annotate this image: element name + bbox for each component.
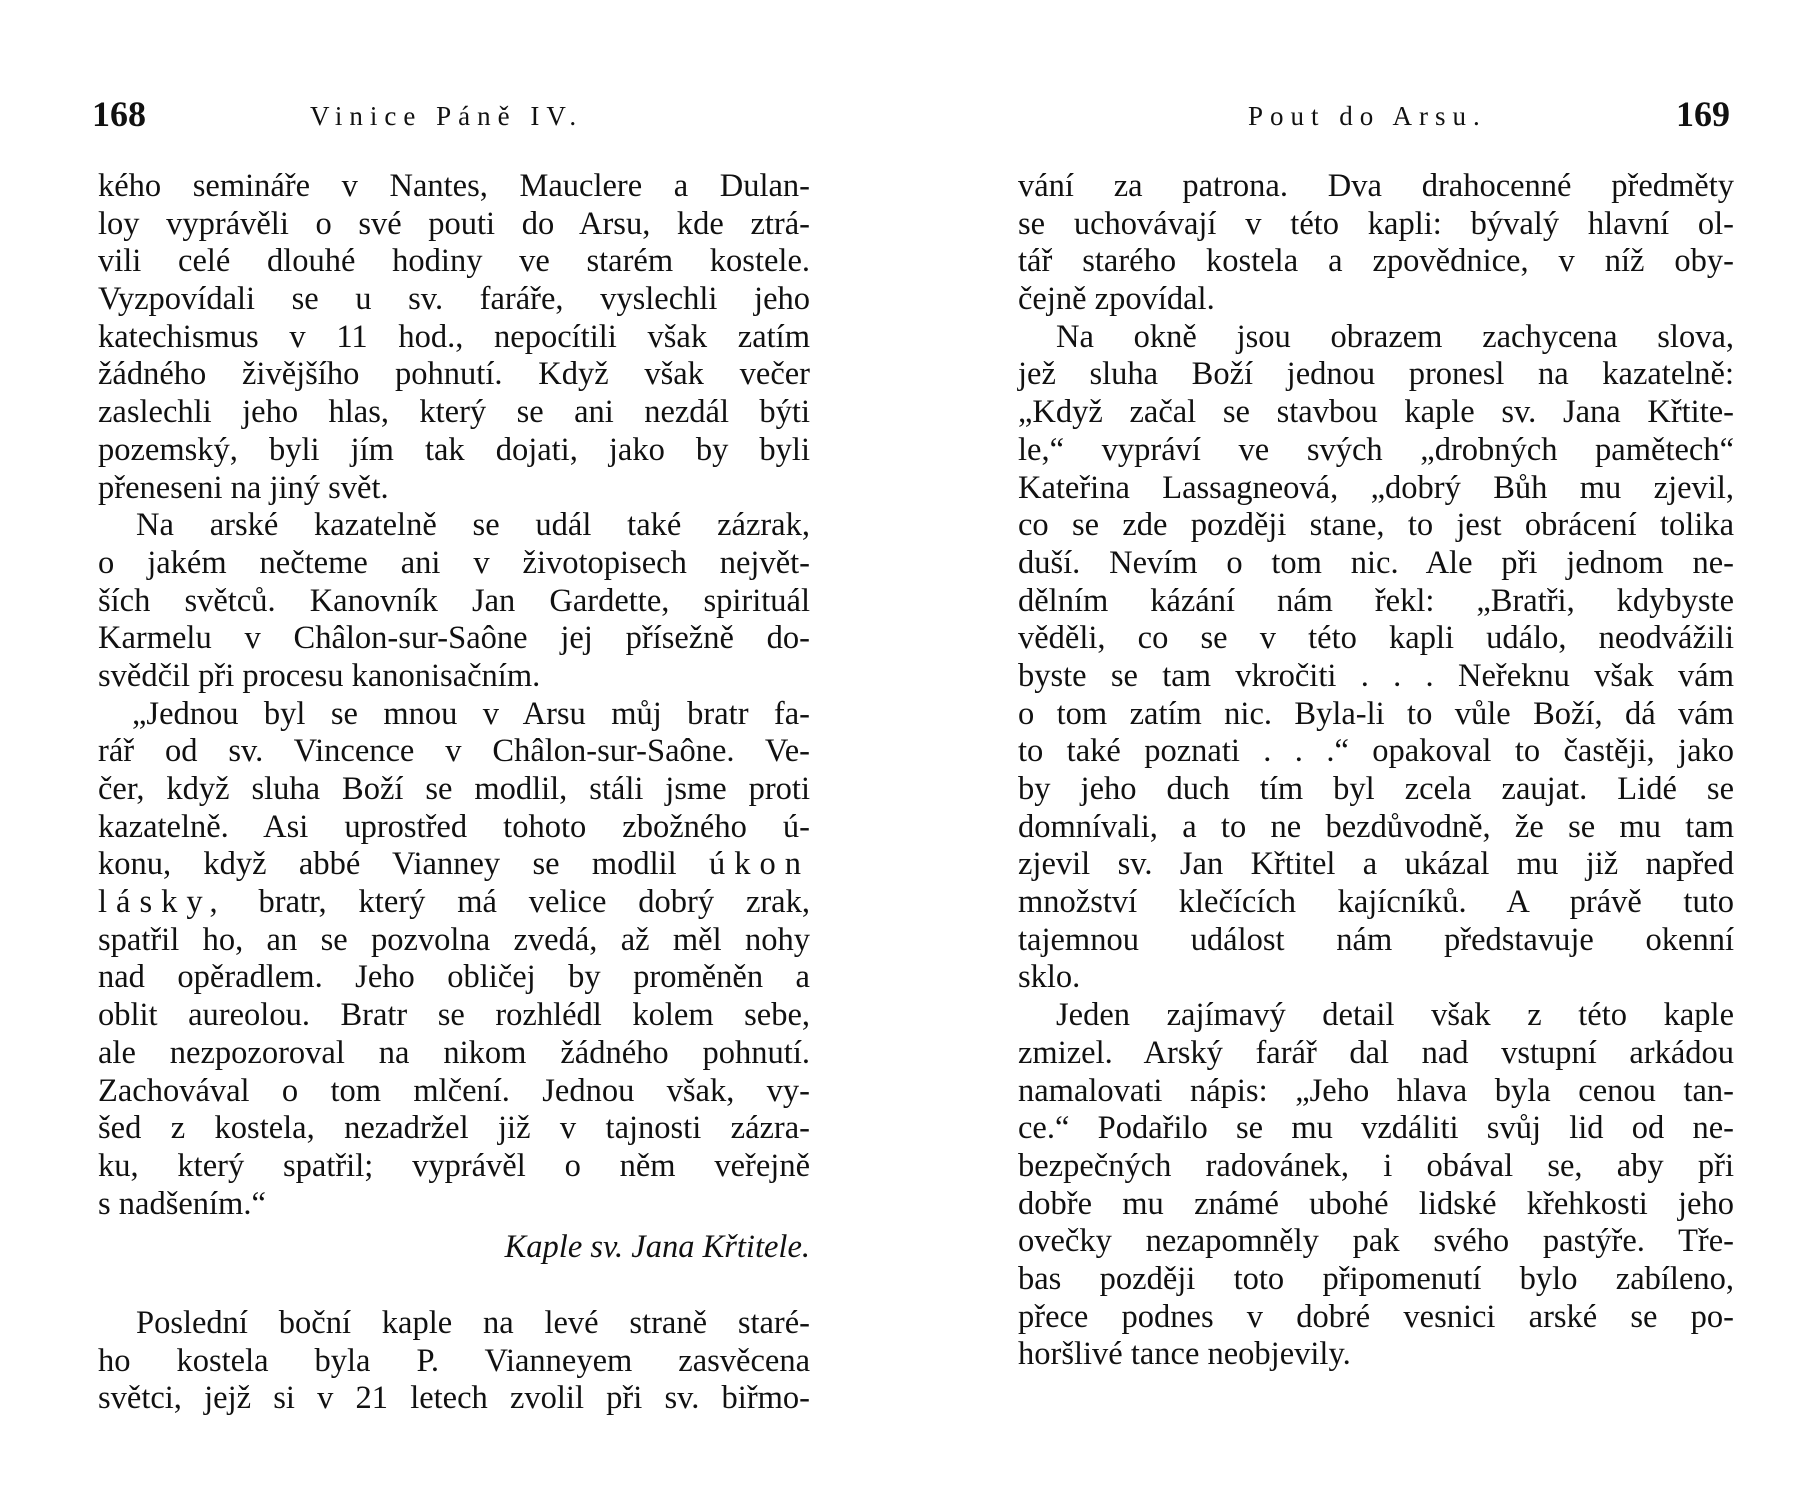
text-line: by jeho duch tím byl zcela zaujat. Lidé se (1018, 771, 1734, 807)
right-page (908, 0, 1816, 1500)
text-line: to také poznati . . .“ opakoval to častěji, jako (1018, 733, 1734, 770)
text-line: sklo. (1018, 959, 1081, 996)
text-line: žádného živějšího pohnutí. Když však večer (98, 356, 810, 393)
left-page-number: 168 (92, 94, 146, 134)
text-line: Na okně jsou obrazem zachycena slova, (1056, 318, 1734, 355)
right-page-body (1018, 168, 1734, 1374)
text-line: čejně zpovídal. (1018, 281, 1215, 318)
text-line: kazatelně. Asi uprostřed tohoto zbožného ú- (98, 808, 810, 845)
left-page-body (98, 168, 810, 1418)
text-line: dobře mu známé ubohé lidské křehkosti jeho (1018, 1185, 1734, 1222)
spaced-word: úkon (709, 846, 811, 883)
text-line: o jakém nečteme ani v životopisech největ- (98, 544, 810, 581)
text-line (98, 846, 810, 884)
text-line: zjevil sv. Jan Křtitel a ukázal mu již napřed (1018, 846, 1734, 883)
text-line: rář od sv. Vincence v Châlon-sur-Saône. Ve- (98, 733, 810, 770)
left-page-header (0, 90, 908, 140)
text-line: zaslechli jeho hlas, který se ani nezdál býti (98, 394, 810, 431)
right-page-number: 169 (1676, 94, 1730, 134)
right-running-head: Pout do Arsu. (1248, 101, 1487, 131)
text-line: množství klečících kajícníků. A právě tuto (1018, 884, 1734, 921)
text-line: přeneseni na jiný svět. (98, 469, 389, 506)
text-line: oblit aureolou. Bratr se rozhlédl kolem sebe, (98, 997, 810, 1034)
text-line: ho kostela byla P. Vianneyem zasvěcena (98, 1342, 810, 1379)
text-line: domnívali, a to ne bezdůvodně, že se mu tam (1018, 808, 1734, 845)
text-line: vili celé dlouhé hodiny ve starém kostele. (98, 243, 810, 280)
text-line: spatřil ho, an se pozvolna zvedá, až měl nohy (98, 921, 810, 958)
text-line: „Když začal se stavbou kaple sv. Jana Křtite- (1018, 394, 1734, 431)
text-line: horšlivé tance neobjevily. (1018, 1336, 1351, 1373)
text-line: Poslední boční kaple na levé straně staré- (136, 1304, 810, 1341)
text-line: ale nezpozoroval na nikom žádného pohnutí. (98, 1034, 810, 1071)
text-line: ku, který spatřil; vyprávěl o něm veřejně (98, 1147, 810, 1184)
text-line: ších světců. Kanovník Jan Gardette, spirituál (98, 582, 810, 619)
text-line: vání za patrona. Dva drahocenné předměty (1018, 168, 1734, 204)
text-line: tajemnou událost nám představuje okenní (1018, 921, 1734, 958)
text-fragment: konu, když abbé Vianney se modlil (98, 846, 677, 883)
text-line: ce.“ Podařilo se mu vzdáliti svůj lid od ne- (1018, 1110, 1734, 1147)
text-line: „Jednou byl se mnou v Arsu můj bratr fa- (132, 695, 810, 732)
text-line: bas později toto připomenutí bylo zabíleno, (1018, 1260, 1734, 1297)
text-line: Kateřina Lassagneová, „dobrý Bůh mu zjevil, (1018, 469, 1734, 506)
text-line: byste se tam vkročiti . . . Neřeknu však vám (1018, 657, 1734, 694)
text-line: dělním kázání nám řekl: „Bratři, kdybyste (1018, 582, 1734, 619)
text-line: jež sluha Boží jednou pronesl na kazatelně: (1018, 356, 1734, 393)
text-line: čer, když sluha Boží se modlil, stáli jsme proti (98, 771, 810, 807)
text-line: přece podnes v dobré vesnici arské se po- (1018, 1298, 1734, 1335)
text-line: světci, jejž si v 21 letech zvolil při sv. biřmo- (98, 1380, 810, 1417)
text-fragment: bratr, který má velice dobrý zrak, (258, 884, 810, 921)
text-line: tář starého kostela a zpovědnice, v níž oby- (1018, 243, 1734, 280)
text-line: Vyzpovídali se u sv. faráře, vyslechli jeho (98, 281, 810, 318)
text-line: Na arské kazatelně se udál také zázrak, (136, 507, 810, 544)
text-line: Zachovával o tom mlčení. Jednou však, vy- (98, 1072, 810, 1109)
text-line: co se zde později stane, to jest obrácení tolika (1018, 507, 1734, 544)
text-line (98, 884, 810, 922)
text-line: se uchovávají v této kapli: bývalý hlavní ol- (1018, 205, 1734, 242)
spaced-word: lásky, (98, 884, 227, 921)
text-line: katechismus v 11 hod., nepocítili však zatím (98, 318, 810, 355)
text-line: o tom zatím nic. Byla-li to vůle Boží, dá vám (1018, 695, 1734, 732)
text-line: nad opěradlem. Jeho obličej by proměněn a (98, 959, 810, 996)
text-line: kého semináře v Nantes, Mauclere a Dulan- (98, 168, 810, 204)
left-running-head: Vinice Páně IV. (310, 101, 584, 131)
text-line: Karmelu v Châlon-sur-Saône jej přísežně do- (98, 620, 810, 657)
text-line: ovečky nezapomněly pak svého pastýře. Tře- (1018, 1223, 1734, 1260)
text-line: duší. Nevím o tom nic. Ale při jednom ne- (1018, 544, 1734, 581)
text-line: s nadšením.“ (98, 1185, 266, 1222)
text-line: namalovati nápis: „Jeho hlava byla cenou tan- (1018, 1072, 1734, 1109)
text-line: věděli, co se v této kapli událo, neodvážili (1018, 620, 1734, 657)
text-line: loy vyprávěli o své pouti do Arsu, kde ztrá- (98, 205, 810, 242)
text-line: pozemský, byli jím tak dojati, jako by byli (98, 431, 810, 468)
text-line: le,“ vypráví ve svých „drobných pamětech“ (1018, 431, 1734, 468)
section-caption: Kaple sv. Jana Křtitele. (504, 1229, 810, 1266)
text-line: šed z kostela, nezadržel již v tajnosti zázra- (98, 1110, 810, 1147)
text-line: bezpečných radovánek, i obával se, aby při (1018, 1147, 1734, 1184)
text-line: Jeden zajímavý detail však z této kaple (1056, 997, 1734, 1034)
right-page-header (908, 90, 1816, 140)
text-line: zmizel. Arský farář dal nad vstupní arkádou (1018, 1034, 1734, 1071)
text-line: svědčil při procesu kanonisačním. (98, 657, 541, 694)
